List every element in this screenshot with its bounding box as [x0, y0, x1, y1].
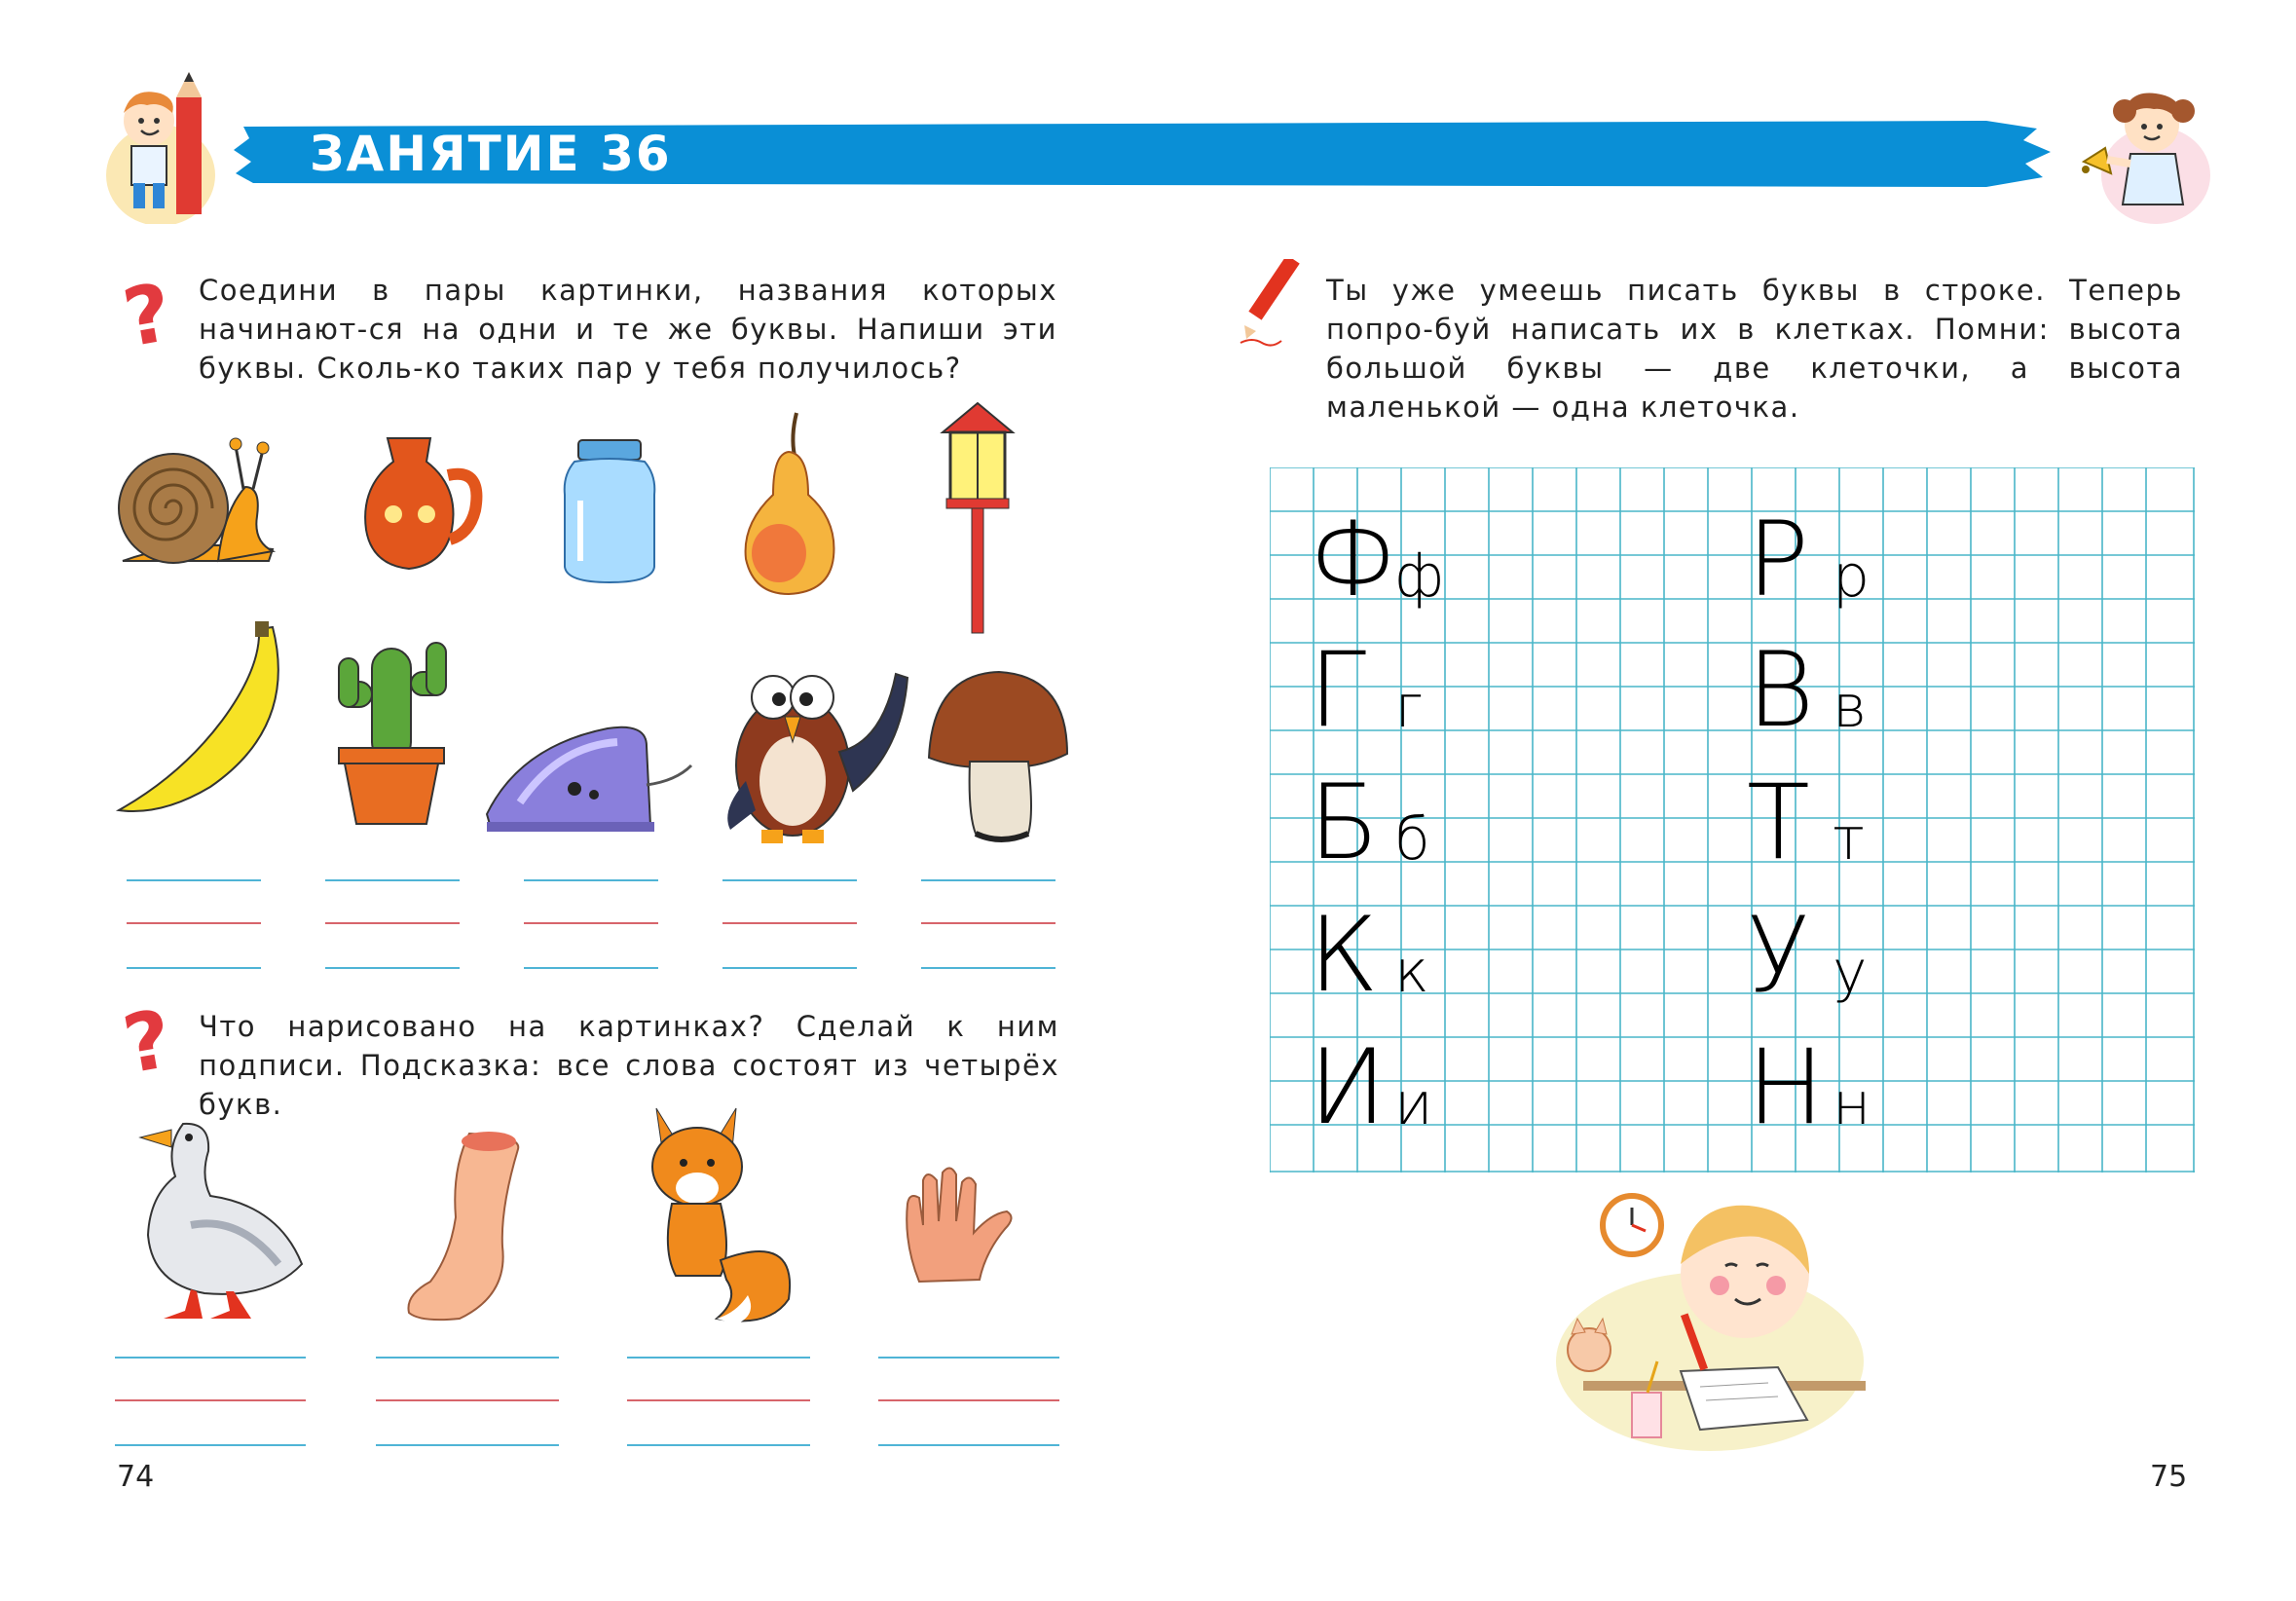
grid-letter-lower: б: [1394, 805, 1430, 874]
goose-icon: [132, 1118, 308, 1322]
owl-icon: [717, 635, 917, 849]
jug-icon: [358, 432, 485, 575]
lesson-title: ЗАНЯТИЕ 36: [310, 126, 672, 182]
grid-letter-lower: т: [1833, 805, 1865, 874]
letter-grid[interactable]: [1270, 467, 2195, 1173]
grid-letter-lower: г: [1394, 673, 1424, 741]
grid-letter-lower: и: [1394, 1070, 1433, 1138]
lesson-banner: [234, 119, 2055, 189]
task2-instruction: Что нарисовано на картинках? Сделай к ним подписи. Подсказка: все слова состоят из четырёх букв.: [199, 1010, 1059, 1121]
question-mark-icon: ?: [117, 992, 179, 1093]
boy-writing-illustration: [1554, 1176, 1866, 1455]
fox-icon: [643, 1104, 798, 1328]
question-mark-icon: ?: [117, 266, 179, 366]
lantern-icon: [939, 401, 1017, 635]
banana-icon: [113, 619, 284, 820]
pear-icon: [738, 407, 839, 598]
task1-answer-lines[interactable]: [127, 878, 1061, 976]
cactus-icon: [333, 623, 450, 828]
grid-letter-upper: У: [1747, 895, 1810, 1015]
page-number-left: 74: [117, 1460, 155, 1494]
grid-letter-upper: В: [1747, 630, 1815, 750]
grid-letter-upper: Р: [1747, 500, 1809, 619]
grid-letter-upper: Г: [1309, 630, 1367, 750]
grid-letter-lower: р: [1833, 542, 1870, 611]
grid-letter-upper: Т: [1747, 763, 1810, 882]
task1-instruction: Соедини в пары картинки, названия которых начинают-ся на одни и те же буквы. Напиши эти буквы. Сколь-ко таких пар у тебя получилось?: [199, 274, 1057, 385]
mushroom-icon: [925, 668, 1071, 843]
grid-letter-lower: к: [1394, 938, 1429, 1006]
leg-icon: [401, 1130, 528, 1324]
grid-letter-upper: И: [1309, 1027, 1388, 1147]
grid-letter-upper: Б: [1309, 763, 1380, 882]
pencil-icon: [1237, 259, 1301, 347]
grid-letter-upper: Ф: [1309, 500, 1398, 619]
iron-icon: [481, 707, 697, 834]
task2-answer-lines[interactable]: [115, 1356, 1061, 1453]
grid-letter-lower: н: [1833, 1070, 1871, 1138]
page-number-right: 75: [2150, 1460, 2188, 1494]
grid-letter-lower: у: [1833, 938, 1868, 1006]
girl-with-bell-illustration: [2066, 68, 2212, 224]
grid-letter-upper: К: [1309, 895, 1379, 1015]
task3-instruction: Ты уже умеешь писать буквы в строке. Теперь попро-буй написать их в клетках. Помни: высота большой буквы — две клеточки, а высота маленькой — одна клеточка.: [1326, 274, 2183, 424]
grid-letter-lower: в: [1833, 673, 1868, 741]
boy-with-pencil-illustration: [102, 68, 229, 224]
grid-letter-lower: ф: [1394, 542, 1445, 611]
snail-icon: [109, 428, 277, 575]
jar-icon: [561, 436, 658, 588]
hand-icon: [898, 1165, 1017, 1297]
grid-letter-upper: Н: [1747, 1027, 1825, 1147]
